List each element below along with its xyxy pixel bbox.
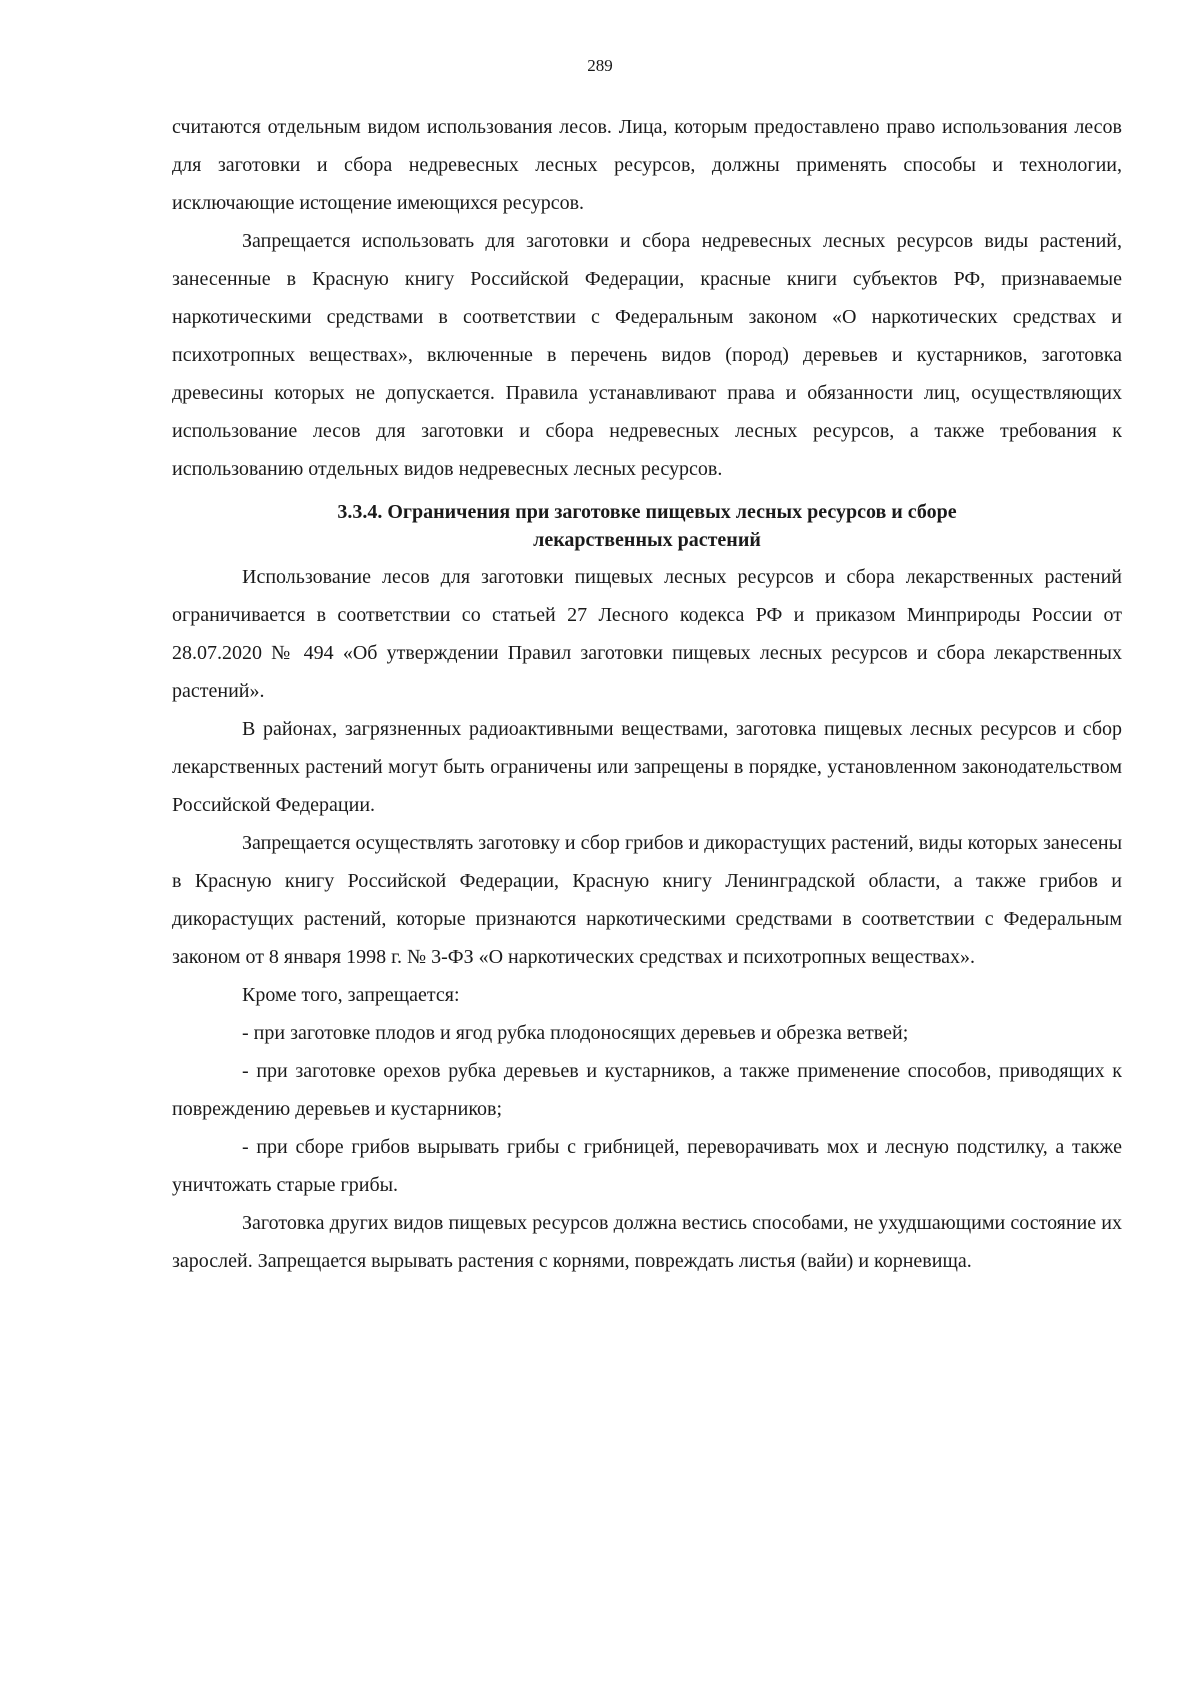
page-body [172,108,1122,1280]
paragraph: Запрещается осуществлять заготовку и сбор грибов и дикорастущих растений, виды которых занесены в Красную книгу Российской Федерации, Красную книгу Ленинградской области, а также грибов и дикорастущих растений, которые признаются наркотическими средствами в соответствии с Федеральным законом от 8 января 1998 г. № 3-ФЗ «О наркотических средствах и психотропных веществах». [172,832,1122,968]
list-item: - при заготовке орехов рубка деревьев и кустарников, а также применение способов, приводящих к повреждению деревьев и кустарников; [172,1060,1122,1120]
page-number: 289 [587,56,613,75]
section-heading-line: 3.3.4. Ограничения при заготовке пищевых лесных ресурсов и сборе [337,501,957,523]
paragraph: Запрещается использовать для заготовки и сбора недревесных лесных ресурсов виды растений, занесенные в Красную книгу Российской Федерации, красные книги субъектов РФ, признаваемые наркотическими средствами в соответствии с Федеральным законом «О наркотических средствах и психотропных веществах», включенные в перечень видов (пород) деревьев и кустарников, заготовка древесины которых не допускается. Правила устанавливают права и обязанности лиц, осуществляющих использование лесов для заготовки и сбора недревесных лесных ресурсов, а также требования к использованию отдельных видов недревесных лесных ресурсов. [172,230,1122,480]
list-item: - при сборе грибов вырывать грибы с грибницей, переворачивать мох и лесную подстилку, а также уничтожать старые грибы. [172,1136,1122,1196]
paragraph: Использование лесов для заготовки пищевых лесных ресурсов и сбора лекарственных растений ограничивается в соответствии со статьей 27 Лесного кодекса РФ и приказом Минприроды России от 28.07.2020 № 494 «Об утверждении Правил заготовки пищевых лесных ресурсов и сбора лекарственных растений». [172,566,1122,702]
paragraph: Кроме того, запрещается: [242,984,460,1006]
section-heading [172,498,1122,554]
section-heading-line: лекарственных растений [533,529,761,551]
paragraph: Заготовка других видов пищевых ресурсов должна вестись способами, не ухудшающими состояние их зарослей. Запрещается вырывать растения с корнями, повреждать листья (вайи) и корневища. [172,1212,1122,1272]
list-item: - при заготовке плодов и ягод рубка плодоносящих деревьев и обрезка ветвей; [242,1022,909,1044]
paragraph: В районах, загрязненных радиоактивными веществами, заготовка пищевых лесных ресурсов и сбор лекарственных растений могут быть ограничены или запрещены в порядке, установленном законодательством Российской Федерации. [172,718,1122,816]
paragraph: считаются отдельным видом использования лесов. Лица, которым предоставлено право использования лесов для заготовки и сбора недревесных лесных ресурсов, должны применять способы и технологии, исключающие истощение имеющихся ресурсов. [172,116,1122,214]
